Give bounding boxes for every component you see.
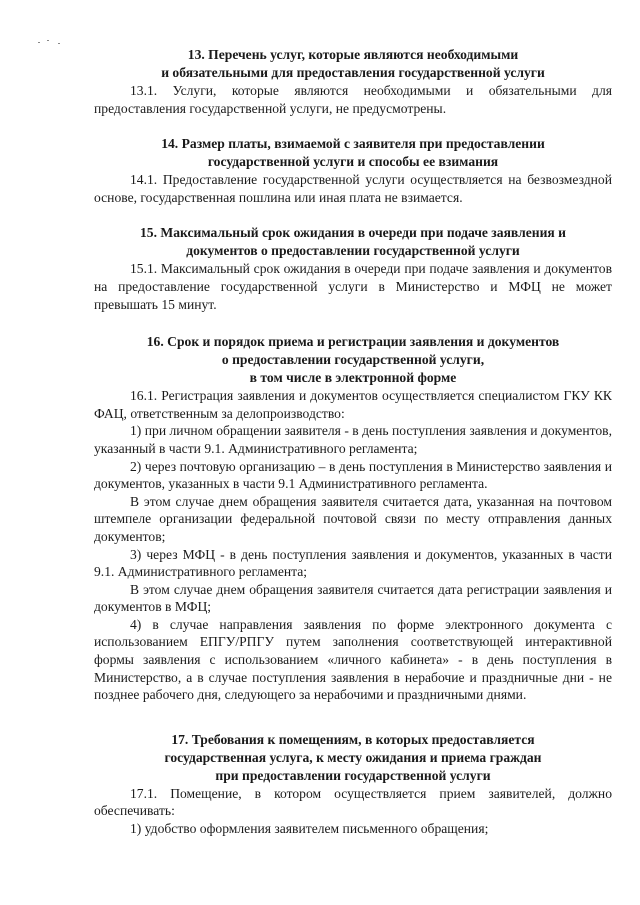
paragraph: 1) удобство оформления заявителем письменного обращения; <box>130 821 489 837</box>
heading-line: 14. Размер платы, взимаемой с заявителя при предоставлении <box>161 136 545 152</box>
paragraph: 17.1. Помещение, в котором осуществляется прием заявителей, должно обеспечивать: <box>94 785 612 819</box>
section-heading <box>94 333 612 387</box>
heading-line: 15. Максимальный срок ожидания в очереди при подаче заявления и <box>140 225 566 241</box>
paragraph: 2) через почтовую организацию – в день поступления в Министерство заявления и документов, указанных в части 9.1 Административного регламента. <box>94 458 612 492</box>
paragraph: 13.1. Услуги, которые являются необходимыми и обязательными для предоставления государственной услуги, не предусмотрены. <box>94 83 612 116</box>
heading-line: государственной услуги и способы ее взимания <box>207 154 499 170</box>
section-heading <box>94 46 612 82</box>
heading-line: 13. Перечень услуг, которые являются необходимыми <box>187 47 519 62</box>
heading-line: 16. Срок и порядок приема и регистрации заявления и документов <box>146 334 560 350</box>
section-14 <box>94 135 612 206</box>
section-heading <box>94 731 612 785</box>
paragraph: 15.1. Максимальный срок ожидания в очереди при подаче заявления и документов на предоставление государственной услуги в Министерство и МФЦ не может превышать 15 минут. <box>94 261 612 312</box>
section-16 <box>94 333 612 704</box>
paragraph: 14.1. Предоставление государственной услуги осуществляется на безвозмездной основе, государственная пошлина или иная плата не взимается. <box>94 172 612 205</box>
heading-line: в том числе в электронной форме <box>249 370 457 386</box>
section-heading <box>94 224 612 260</box>
section-13 <box>94 46 612 117</box>
paragraph: 1) при личном обращении заявителя - в день поступления заявления и документов, указанный в части 9.1. Административного регламента; <box>94 423 612 456</box>
paragraph: 4) в случае направления заявления по форме электронного документа с использованием ЕПГУ/РПГУ путем заполнения соответствующей интерактивной формы заявления с использованием «личного кабинета» - в день поступления в Министерство, а в случае поступления заявления в нерабочие и праздничные дни - не позднее рабочего дня, следующего за нерабочими и праздничными днями. <box>94 616 612 703</box>
section-17 <box>94 731 612 838</box>
heading-line: при предоставлении государственной услуги <box>215 767 491 783</box>
scan-specks <box>38 40 68 46</box>
section-heading <box>94 135 612 171</box>
heading-line: и обязательными для предоставления государственной услуги <box>161 65 545 80</box>
section-15 <box>94 224 612 313</box>
heading-line: документов о предоставлении государственной услуги <box>186 243 520 259</box>
paragraph: В этом случае днем обращения заявителя считается дата, указанная на почтовом штемпеле организации федеральной почтовой связи по месту отправления данных документов; <box>94 493 612 544</box>
heading-line: государственная услуга, к месту ожидания и приема граждан <box>164 749 542 765</box>
paragraph: 16.1. Регистрация заявления и документов осуществляется специалистом ГКУ КК ФАЦ, ответственным за делопроизводство: <box>94 388 612 421</box>
paragraph: В этом случае днем обращения заявителя считается дата регистрации заявления и документов в МФЦ; <box>94 581 612 615</box>
paragraph: 3) через МФЦ - в день поступления заявления и документов, указанных в части 9.1. Административного регламента; <box>94 546 612 580</box>
heading-line: 17. Требования к помещениям, в которых предоставляется <box>171 731 535 747</box>
heading-line: о предоставлении государственной услуги, <box>221 352 485 368</box>
